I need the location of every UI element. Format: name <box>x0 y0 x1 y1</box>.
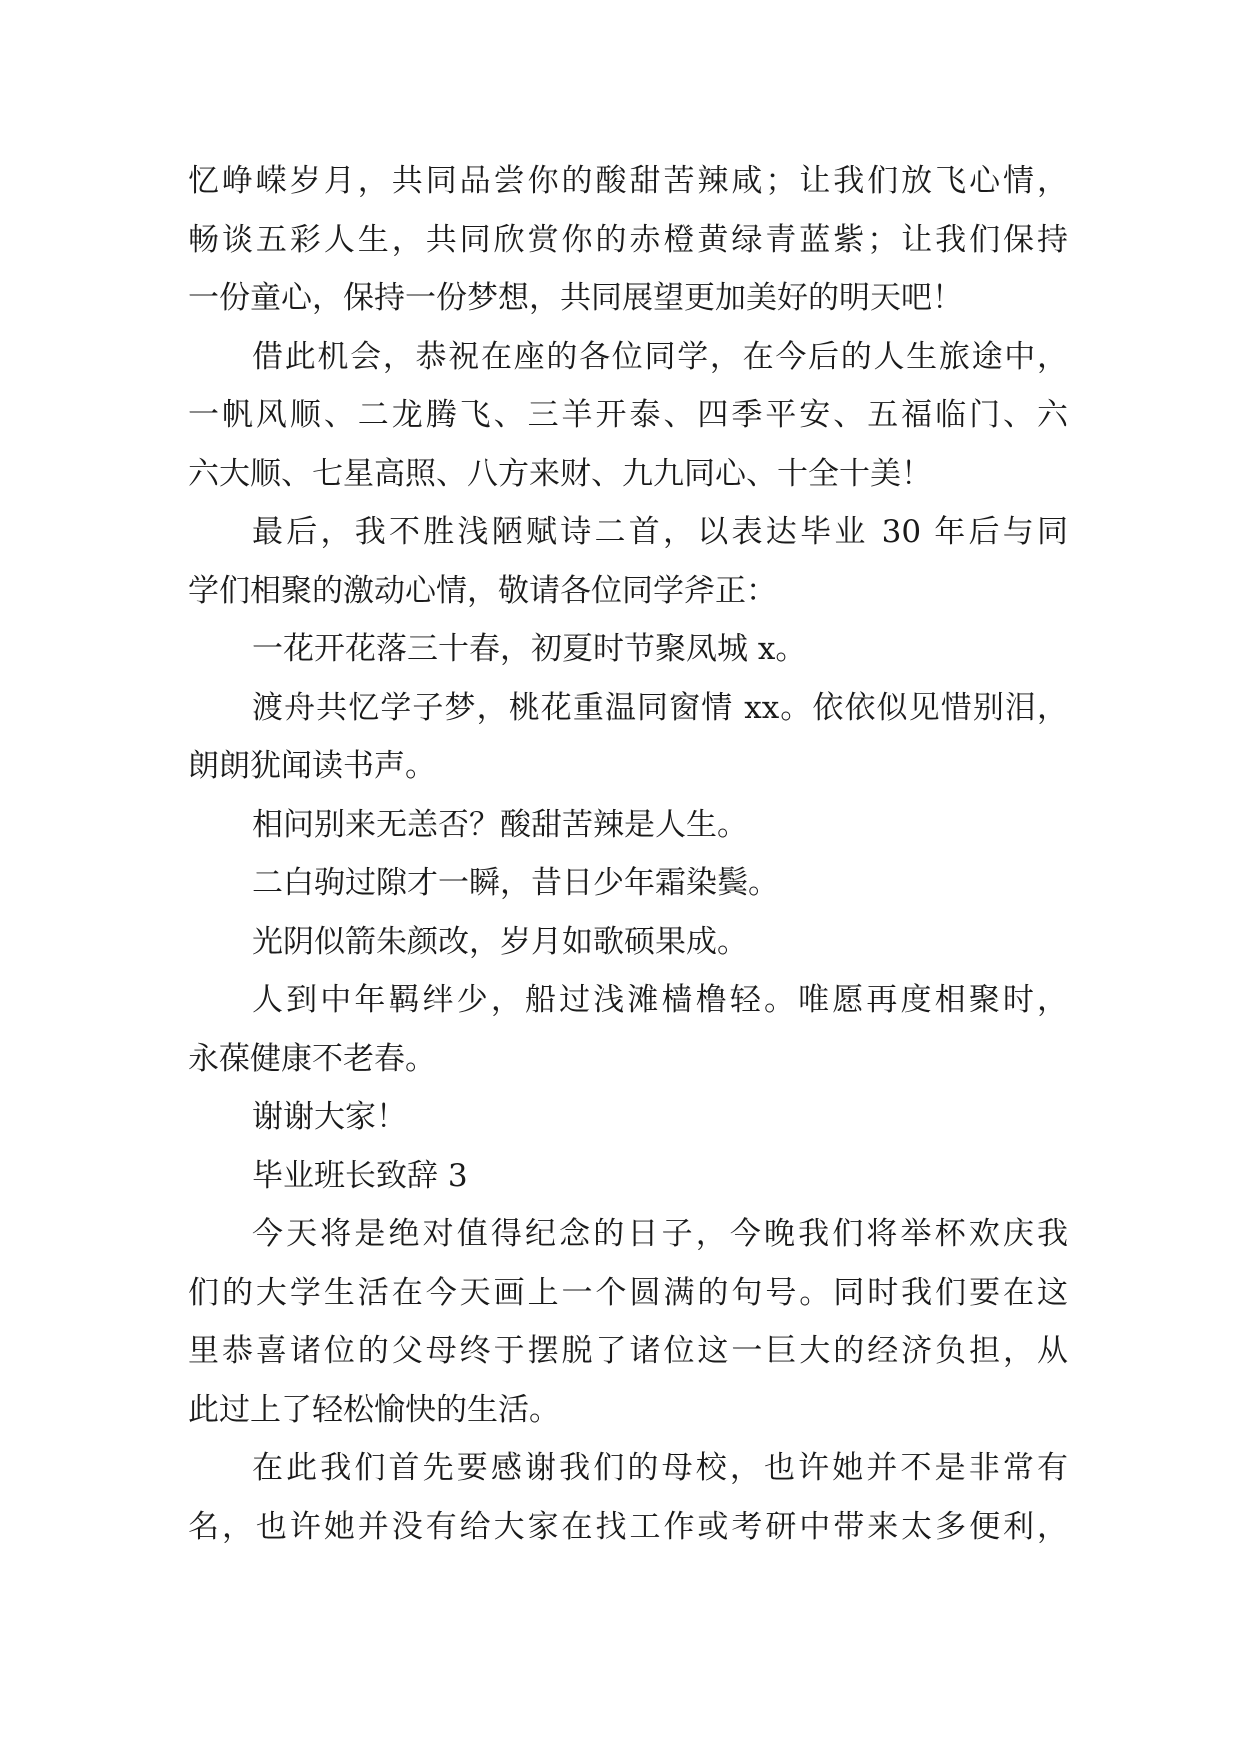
section-heading: 毕业班长致辞 3 <box>252 1157 468 1194</box>
text-line: 永葆健康不老春。 <box>188 1040 436 1077</box>
text-line: 人到中年羁绊少，船过浅滩樯橹轻。唯愿再度相聚时， <box>252 982 1068 1018</box>
text-line: 一份童心，保持一份梦想，共同展望更加美好的明天吧！ <box>188 280 963 316</box>
text-line: 渡舟共忆学子梦，桃花重温同窗情 xx。依依似见惜别泪， <box>252 689 1068 726</box>
text-line: 最后，我不胜浅陋赋诗二首，以表达毕业 30 年后与同 <box>252 514 1068 550</box>
text-line: 在此我们首先要感谢我们的母校，也许她并不是非常有 <box>252 1450 1068 1486</box>
text-line: 此过上了轻松愉快的生活。 <box>188 1391 560 1428</box>
text-line: 们的大学生活在今天画上一个圆满的句号。同时我们要在这 <box>188 1274 1068 1311</box>
text-line: 里恭喜诸位的父母终于摆脱了诸位这一巨大的经济负担，从 <box>188 1333 1068 1369</box>
text-line: 谢谢大家！ <box>252 1099 407 1135</box>
text-line: 二白驹过隙才一瞬，昔日少年霜染鬓。 <box>252 865 779 901</box>
text-line: 忆峥嵘岁月，共同品尝你的酸甜苦辣咸；让我们放飞心情， <box>188 163 1068 199</box>
document-page <box>188 152 1068 1556</box>
text-line: 借此机会，恭祝在座的各位同学，在今后的人生旅途中， <box>252 338 1068 375</box>
text-line: 一帆风顺、二龙腾飞、三羊开泰、四季平安、五福临门、六 <box>188 397 1068 433</box>
text-line: 六大顺、七星高照、八方来财、九九同心、十全十美！ <box>188 455 932 492</box>
text-line: 朗朗犹闻读书声。 <box>188 748 436 784</box>
text-line: 学们相聚的激动心情，敬请各位同学斧正： <box>188 572 777 609</box>
text-line: 今天将是绝对值得纪念的日子，今晚我们将举杯欢庆我 <box>252 1216 1068 1252</box>
text-line: 一花开花落三十春，初夏时节聚凤城 x。 <box>252 631 807 667</box>
text-line: 畅谈五彩人生，共同欣赏你的赤橙黄绿青蓝紫；让我们保持 <box>188 221 1068 258</box>
text-line: 名，也许她并没有给大家在找工作或考研中带来太多便利， <box>188 1508 1068 1545</box>
text-line: 光阴似箭朱颜改，岁月如歌硕果成。 <box>252 923 748 960</box>
text-line: 相问别来无恙否？酸甜苦辣是人生。 <box>252 806 748 843</box>
